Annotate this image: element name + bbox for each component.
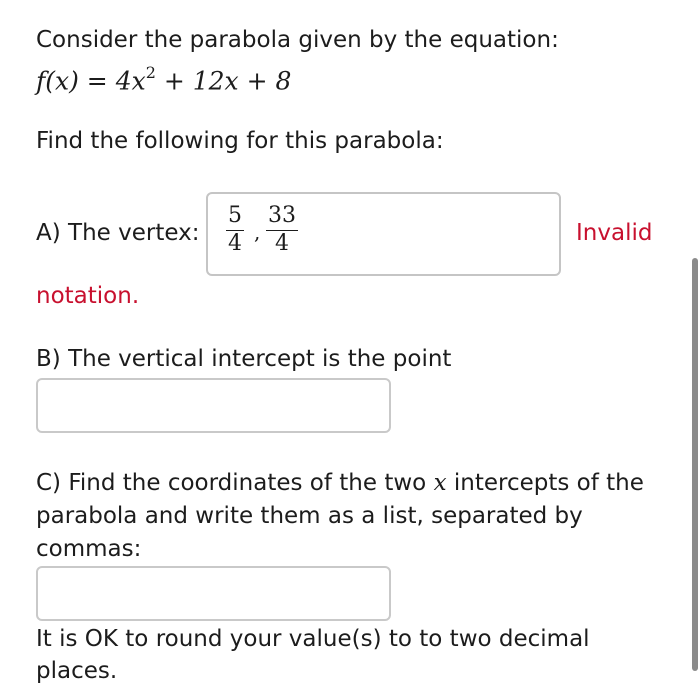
vertex-y-fraction <box>266 205 298 255</box>
vertical-scrollbar[interactable] <box>692 258 698 671</box>
equation-rest: + 12x + 8 <box>155 66 292 96</box>
part-c-x-variable: x <box>433 470 447 496</box>
vertex-y-numerator: 33 <box>266 205 298 231</box>
question-prompt: Find the following for this parabola: <box>36 128 444 154</box>
part-c-line-2: parabola and write them as a list, separated by <box>36 503 583 529</box>
equation-lhs: f(x) = <box>36 66 116 96</box>
vertex-error-notation: notation. <box>36 283 140 309</box>
vertex-answer-input[interactable] <box>206 192 561 276</box>
part-c-line-3: commas: <box>36 536 142 562</box>
vertex-x-denominator: 4 <box>228 231 242 256</box>
x-intercepts-input[interactable] <box>36 566 391 621</box>
rounding-note-line-1: It is OK to round your value(s) to to two decimal <box>36 626 590 652</box>
equation-quadratic-term: 4x <box>115 66 146 96</box>
vertical-intercept-input[interactable] <box>36 378 391 433</box>
vertex-x-fraction <box>226 205 244 255</box>
rounding-note-line-2: places. <box>36 658 118 684</box>
equation-exponent: 2 <box>145 63 156 82</box>
vertex-x-numerator: 5 <box>226 205 244 231</box>
part-c-line-1 <box>36 467 644 499</box>
question-intro: Consider the parabola given by the equation: <box>36 27 559 53</box>
vertex-separator: , <box>254 220 261 244</box>
part-b-label: B) The vertical intercept is the point <box>36 346 452 372</box>
vertex-error-invalid: Invalid <box>576 220 653 246</box>
part-c-line-1-start: C) Find the coordinates of the two <box>36 470 434 496</box>
part-a-label: A) The vertex: <box>36 220 200 246</box>
parabola-equation <box>36 58 291 98</box>
vertex-y-denominator: 4 <box>275 231 289 256</box>
part-c-line-1-end: intercepts of the <box>446 470 644 496</box>
